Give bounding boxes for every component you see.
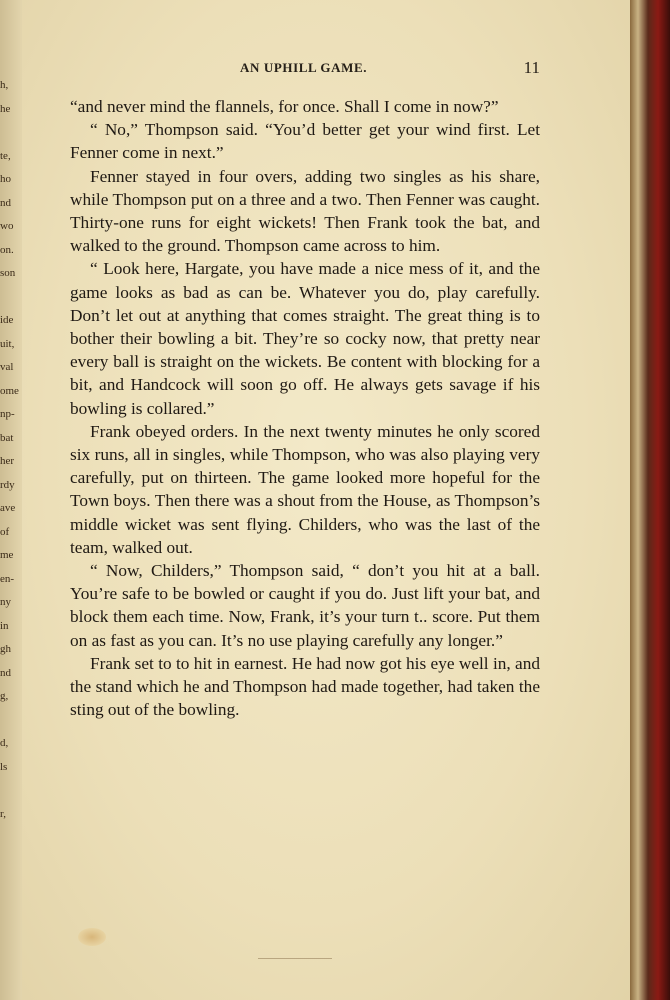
facing-page-fragment: ide [0, 314, 14, 326]
paragraph: “ Now, Childers,” Thompson said, “ don’t you hit at a ball. You’re safe to be bowled or caught if you do. Just lift your bat, and block them each time. Now, Frank, it’s your turn t.. score. Put them on as fast as you can. It’s no use playing carefully any longer.” [70, 561, 540, 650]
paragraph: Frank set to to hit in earnest. He had now got his eye well in, and the stand which he and Thompson had made together, had taken the sting out of the bowling. [70, 653, 540, 720]
facing-page-fragment: ho [0, 173, 11, 185]
facing-page-fragment: ome [0, 384, 19, 397]
facing-page-fragment: rdy [0, 478, 15, 491]
book-edge [630, 0, 670, 1000]
facing-page-fragment: in [0, 619, 9, 632]
paragraph: “ No,” Thompson said. “You’d better get your wind first. Let Fenner come in next.” [70, 120, 540, 163]
facing-page-fragment: en- [0, 572, 15, 585]
facing-page-fragment: gh [0, 643, 11, 655]
paragraph: “and never mind the flannels, for once. Shall I come in now?” [70, 97, 499, 116]
paragraph: Frank obeyed orders. In the next twenty minutes he only scored six runs, all in singles, while Thompson, who was also playing very carefully, put on thirteen. The game looked more hopeful for the Town boys. Then there was a shout from the House, as Thompson’s middle wicket was sent flying. Childers, who was the last of the team, walked out. [70, 421, 540, 557]
facing-page-fragment: wo [0, 220, 14, 232]
facing-page-fragment: bat [0, 431, 14, 444]
body-text [70, 95, 540, 721]
facing-page-fragments [0, 79, 19, 832]
facing-page-fragment: of [0, 525, 10, 538]
facing-page-fragment [0, 127, 14, 151]
running-title: AN UPHILL GAME. [240, 60, 368, 75]
facing-page-fragment: r, [0, 807, 6, 820]
facing-page-fragment: me [0, 549, 14, 561]
facing-page-fragment: ny [0, 596, 11, 608]
facing-page-fragment: val [0, 361, 14, 373]
facing-page-fragment: uit, [0, 337, 15, 350]
paragraph: “ Look here, Hargate, you have made a nice mess of it, and the game looks as bad as can be. Whatever you do, play carefully. Don’t let out at anything that comes straight. The great thing is to bother their bowling a bit. They’re so cocky now, that pretty near every ball is straight on the wickets. Be content with blocking for a bit, and Handcock will soon go off. He always gets savage if his bowling is collared.” [70, 259, 540, 418]
paragraph: Fenner stayed in four overs, adding two singles as his share, while Thompson put on a three and a two. Then Fenner was caught. Thirty-one runs for eight wickets! Then Frank took the bat, and walked to the ground. Thompson came across to him. [70, 166, 540, 256]
facing-page-fragment: g, [0, 690, 9, 702]
facing-page-fragment [0, 715, 14, 739]
facing-page-fragment: d, [0, 737, 9, 749]
facing-page-fragment: te, [0, 149, 11, 162]
facing-page-fragment: nd [0, 666, 11, 679]
footer-rule [258, 958, 332, 959]
facing-page-fragment: son [0, 267, 16, 279]
facing-page-fragment [0, 785, 14, 809]
page-number: 11 [523, 58, 540, 77]
facing-page-fragment [0, 292, 14, 316]
facing-page-fragment: nd [0, 196, 11, 209]
facing-page-fragment: ls [0, 760, 8, 773]
facing-page-fragment: he [0, 102, 11, 115]
paper-stain [78, 928, 106, 946]
facing-page-fragment: on. [0, 243, 14, 256]
facing-page-fragment: h, [0, 79, 9, 91]
facing-page-fragment: np- [0, 408, 15, 420]
page-header [70, 58, 540, 80]
facing-page-fragment: her [0, 455, 15, 467]
facing-page-fragment: ave [0, 502, 16, 514]
